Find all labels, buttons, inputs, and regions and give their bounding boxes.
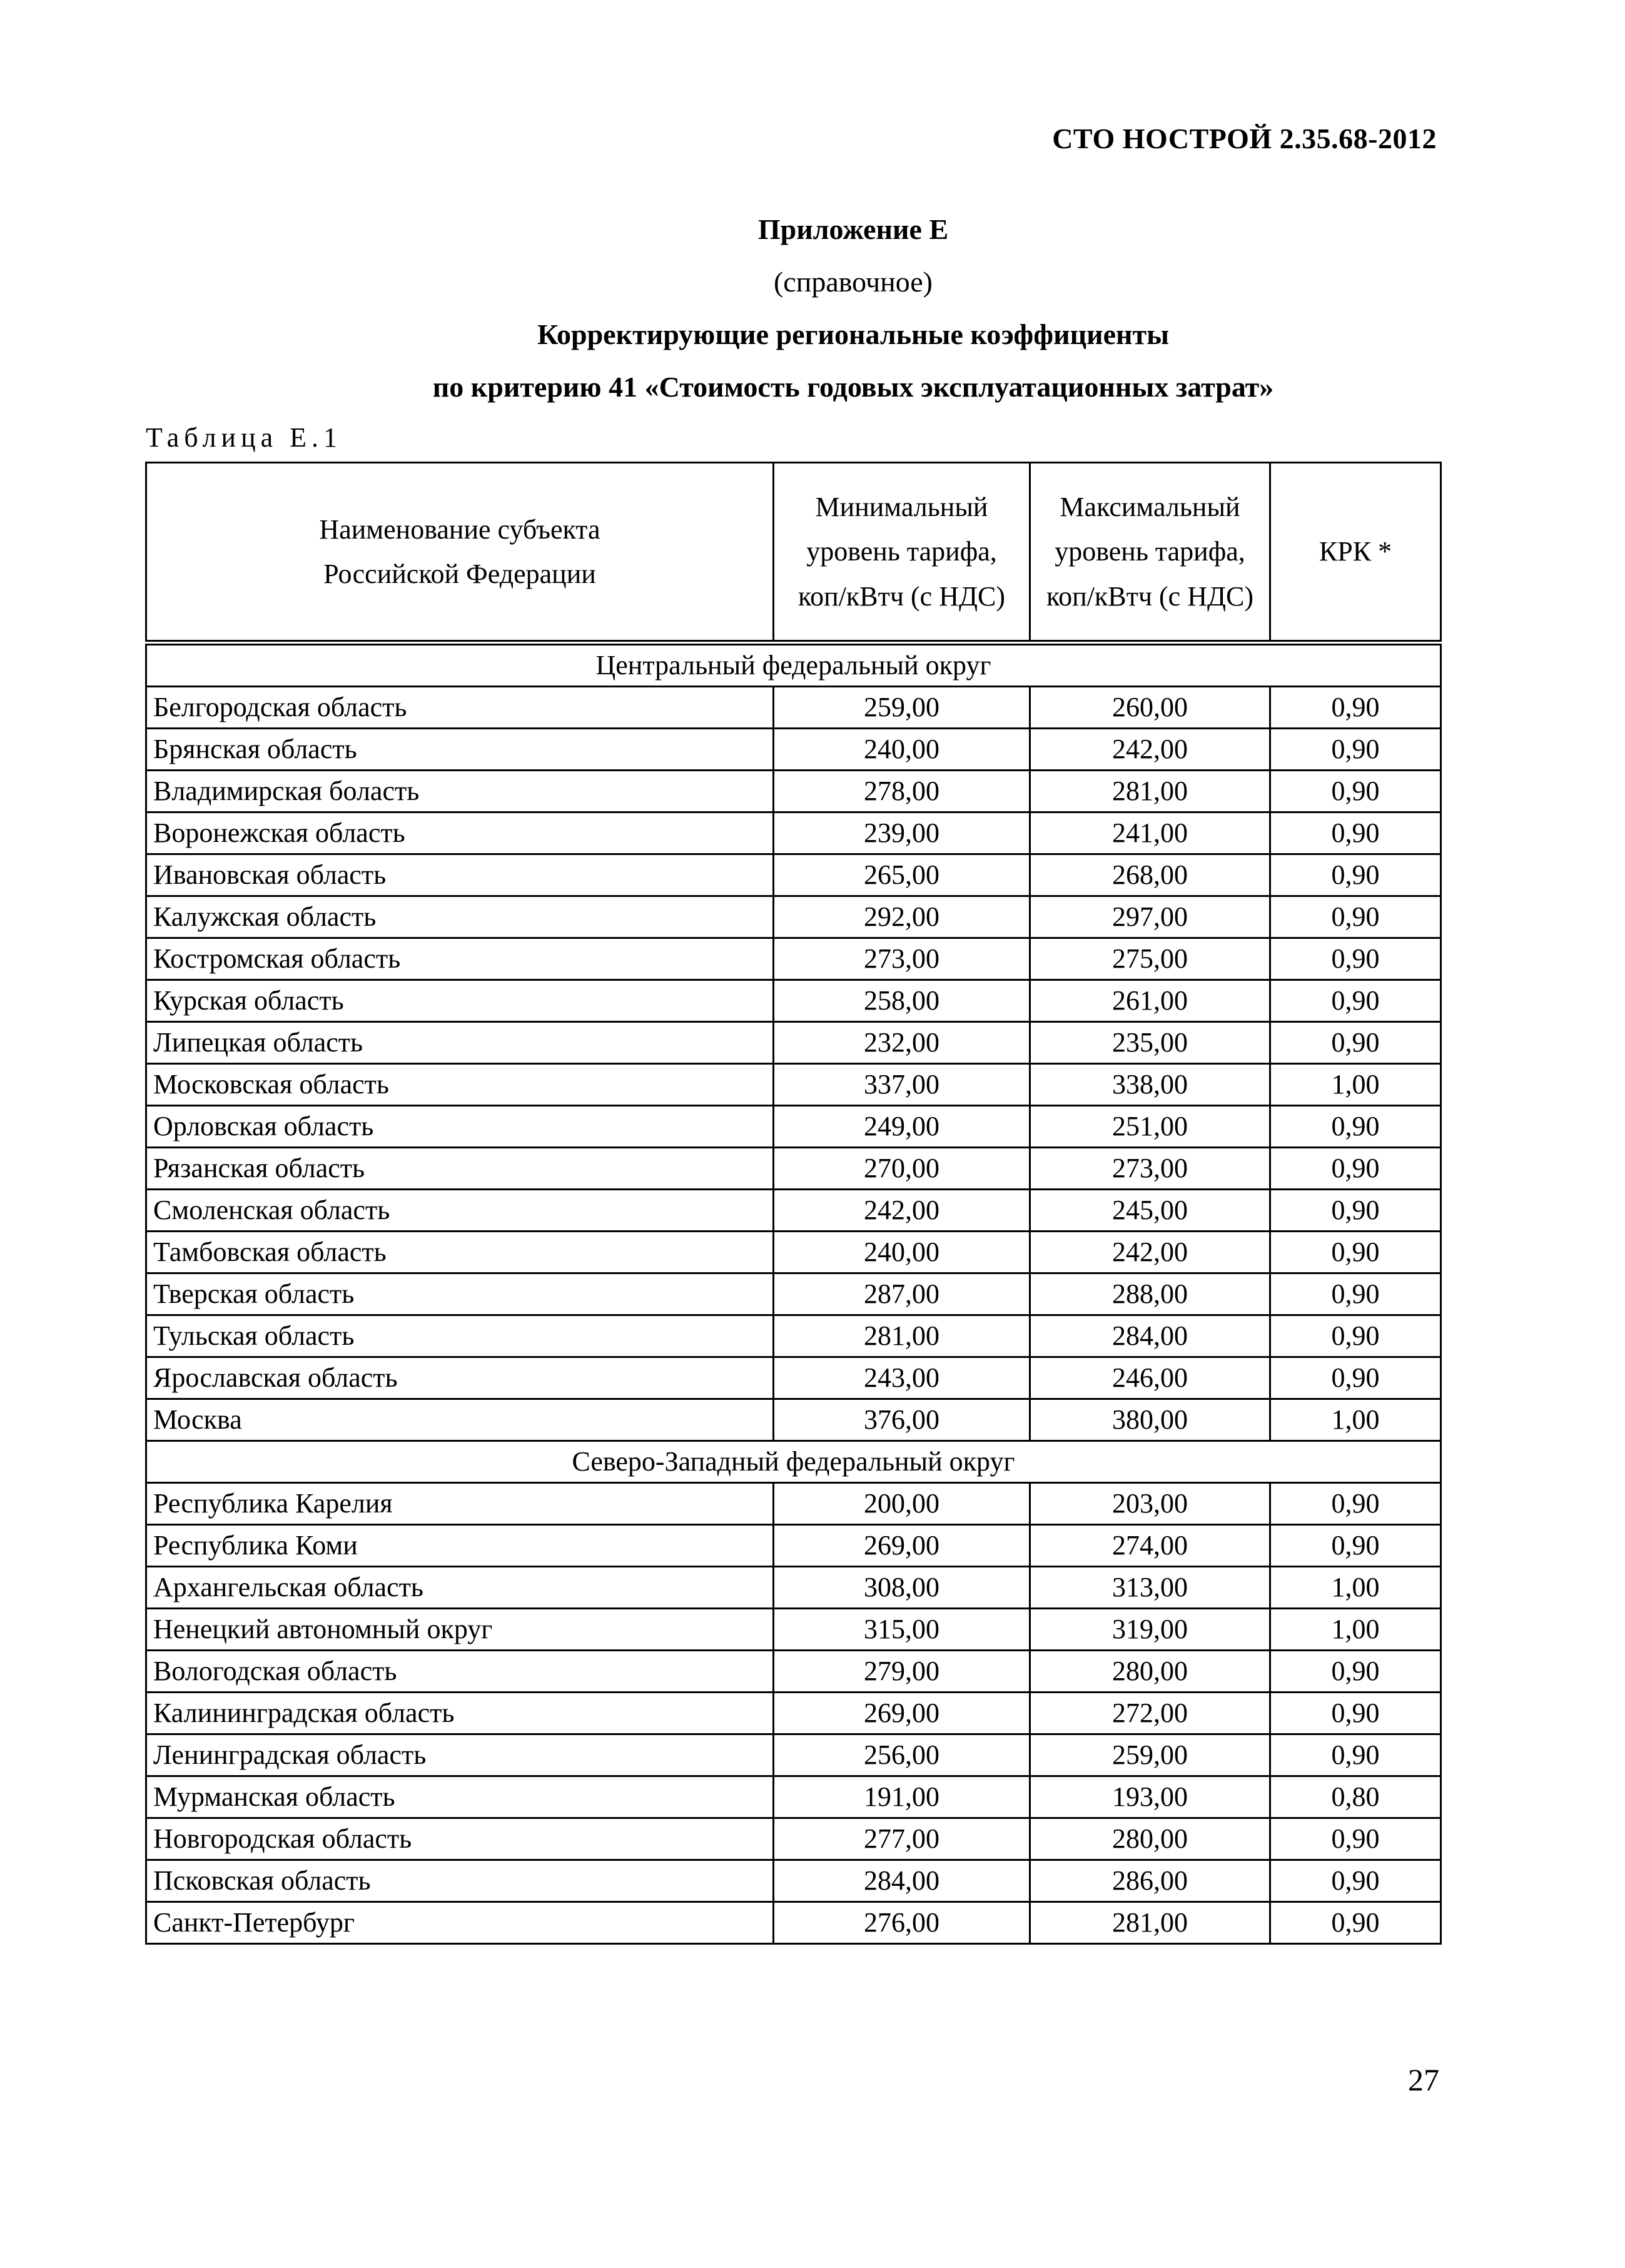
subject-name-cell: Тверская область: [146, 1273, 774, 1315]
subject-name-cell: Орловская область: [146, 1106, 774, 1148]
krk-cell: 0,90: [1270, 1357, 1441, 1399]
min-tariff-cell: 287,00: [774, 1273, 1030, 1315]
subject-name-cell: Тульская область: [146, 1315, 774, 1357]
krk-cell: 0,90: [1270, 1860, 1441, 1902]
min-tariff-cell: 243,00: [774, 1357, 1030, 1399]
min-tariff-cell: 376,00: [774, 1399, 1030, 1441]
krk-cell: 0,90: [1270, 687, 1441, 729]
subject-name-cell: Тамбовская область: [146, 1232, 774, 1273]
krk-cell: 0,90: [1270, 1818, 1441, 1860]
subject-name-cell: Новгородская область: [146, 1818, 774, 1860]
max-tariff-cell: 280,00: [1030, 1818, 1270, 1860]
appendix-heading-line-1: Корректирующие региональные коэффициенты: [537, 318, 1170, 350]
min-tariff-cell: 337,00: [774, 1064, 1030, 1106]
column-header-krk: [1270, 463, 1441, 643]
subject-name-cell: Мурманская область: [146, 1776, 774, 1818]
table-row: [146, 1860, 1441, 1902]
max-tariff-cell: 203,00: [1030, 1483, 1270, 1525]
max-tariff-cell: 281,00: [1030, 771, 1270, 813]
max-tariff-cell: 288,00: [1030, 1273, 1270, 1315]
subject-name-cell: Москва: [146, 1399, 774, 1441]
max-tariff-cell: 251,00: [1030, 1106, 1270, 1148]
krk-cell: 1,00: [1270, 1399, 1441, 1441]
min-tariff-cell: 278,00: [774, 771, 1030, 813]
min-tariff-cell: 284,00: [774, 1860, 1030, 1902]
table-row: [146, 1525, 1441, 1567]
krk-cell: 1,00: [1270, 1609, 1441, 1651]
min-tariff-cell: 292,00: [774, 896, 1030, 938]
table-row: [146, 1651, 1441, 1693]
column-header-max-tariff-text: Максимальный уровень тарифа, коп/кВтч (с НДС): [1046, 492, 1253, 612]
section-title: Центральный федеральный округ: [146, 643, 1441, 687]
krk-cell: 0,90: [1270, 1902, 1441, 1944]
subject-name-cell: Рязанская область: [146, 1148, 774, 1190]
max-tariff-cell: 338,00: [1030, 1064, 1270, 1106]
max-tariff-cell: 259,00: [1030, 1734, 1270, 1776]
table-row: [146, 1273, 1441, 1315]
min-tariff-cell: 239,00: [774, 813, 1030, 854]
krk-cell: 0,90: [1270, 813, 1441, 854]
min-tariff-cell: 259,00: [774, 687, 1030, 729]
min-tariff-cell: 277,00: [774, 1818, 1030, 1860]
max-tariff-cell: 313,00: [1030, 1567, 1270, 1609]
table-label: Таблица Е.1: [146, 422, 343, 453]
krk-cell: 0,90: [1270, 1273, 1441, 1315]
subject-name-cell: Республика Коми: [146, 1525, 774, 1567]
min-tariff-cell: 191,00: [774, 1776, 1030, 1818]
tariff-table: [145, 462, 1442, 1945]
table-row: [146, 938, 1441, 980]
max-tariff-cell: 280,00: [1030, 1651, 1270, 1693]
krk-cell: 0,90: [1270, 771, 1441, 813]
max-tariff-cell: 274,00: [1030, 1525, 1270, 1567]
table-row: [146, 1357, 1441, 1399]
subject-name-cell: Калининградская область: [146, 1693, 774, 1734]
subject-name-cell: Курская область: [146, 980, 774, 1022]
section-row: [146, 643, 1441, 687]
max-tariff-cell: 272,00: [1030, 1693, 1270, 1734]
table-row: [146, 1148, 1441, 1190]
section-title: Северо-Западный федеральный округ: [146, 1441, 1441, 1483]
table-row: [146, 980, 1441, 1022]
max-tariff-cell: 261,00: [1030, 980, 1270, 1022]
appendix-heading-line-2: по критерию 41 «Стоимость годовых эксплуатационных затрат»: [432, 371, 1274, 403]
table-row: [146, 1232, 1441, 1273]
table-row: [146, 771, 1441, 813]
krk-cell: 1,00: [1270, 1064, 1441, 1106]
appendix-title: Приложение Е: [757, 213, 949, 245]
table-row: [146, 1902, 1441, 1944]
min-tariff-cell: 258,00: [774, 980, 1030, 1022]
krk-cell: 0,90: [1270, 1190, 1441, 1232]
max-tariff-cell: 380,00: [1030, 1399, 1270, 1441]
subject-name-cell: Московская область: [146, 1064, 774, 1106]
subject-name-cell: Калужская область: [146, 896, 774, 938]
krk-cell: 1,00: [1270, 1567, 1441, 1609]
table-row: [146, 1483, 1441, 1525]
max-tariff-cell: 284,00: [1030, 1315, 1270, 1357]
min-tariff-cell: 276,00: [774, 1902, 1030, 1944]
appendix-type: (справочное): [773, 266, 933, 298]
max-tariff-cell: 319,00: [1030, 1609, 1270, 1651]
krk-cell: 0,90: [1270, 1148, 1441, 1190]
max-tariff-cell: 245,00: [1030, 1190, 1270, 1232]
page-number: 27: [1408, 2062, 1439, 2097]
krk-cell: 0,90: [1270, 980, 1441, 1022]
subject-name-cell: Псковская область: [146, 1860, 774, 1902]
krk-cell: 0,90: [1270, 729, 1441, 771]
min-tariff-cell: 242,00: [774, 1190, 1030, 1232]
subject-name-cell: Брянская область: [146, 729, 774, 771]
min-tariff-cell: 279,00: [774, 1651, 1030, 1693]
min-tariff-cell: 281,00: [774, 1315, 1030, 1357]
table-row: [146, 729, 1441, 771]
column-header-krk-text: КРК *: [1319, 536, 1392, 567]
table-row: [146, 896, 1441, 938]
subject-name-cell: Владимирская боласть: [146, 771, 774, 813]
min-tariff-cell: 240,00: [774, 729, 1030, 771]
krk-cell: 0,90: [1270, 1315, 1441, 1357]
min-tariff-cell: 273,00: [774, 938, 1030, 980]
column-header-max-tariff: [1030, 463, 1270, 643]
max-tariff-cell: 275,00: [1030, 938, 1270, 980]
table-row: [146, 854, 1441, 896]
max-tariff-cell: 260,00: [1030, 687, 1270, 729]
krk-cell: 0,90: [1270, 938, 1441, 980]
column-header-subject: [146, 463, 774, 643]
max-tariff-cell: 241,00: [1030, 813, 1270, 854]
table-body: [146, 643, 1441, 1944]
table-header-row: [146, 463, 1441, 643]
krk-cell: 0,90: [1270, 1693, 1441, 1734]
table-row: [146, 1064, 1441, 1106]
min-tariff-cell: 265,00: [774, 854, 1030, 896]
krk-cell: 0,90: [1270, 1232, 1441, 1273]
min-tariff-cell: 256,00: [774, 1734, 1030, 1776]
table-row: [146, 813, 1441, 854]
column-header-min-tariff: [774, 463, 1030, 643]
document-code: СТО НОСТРОЙ 2.35.68-2012: [1052, 123, 1437, 154]
subject-name-cell: Ненецкий автономный округ: [146, 1609, 774, 1651]
subject-name-cell: Костромская область: [146, 938, 774, 980]
table-row: [146, 1022, 1441, 1064]
table-row: [146, 1399, 1441, 1441]
subject-name-cell: Архангельская область: [146, 1567, 774, 1609]
min-tariff-cell: 270,00: [774, 1148, 1030, 1190]
min-tariff-cell: 315,00: [774, 1609, 1030, 1651]
min-tariff-cell: 249,00: [774, 1106, 1030, 1148]
max-tariff-cell: 268,00: [1030, 854, 1270, 896]
column-header-min-tariff-text: Минимальный уровень тарифа, коп/кВтч (с НДС): [798, 492, 1005, 612]
krk-cell: 0,90: [1270, 1525, 1441, 1567]
table-row: [146, 1776, 1441, 1818]
subject-name-cell: Липецкая область: [146, 1022, 774, 1064]
krk-cell: 0,90: [1270, 1022, 1441, 1064]
subject-name-cell: Ярославская область: [146, 1357, 774, 1399]
min-tariff-cell: 269,00: [774, 1693, 1030, 1734]
max-tariff-cell: 242,00: [1030, 729, 1270, 771]
table-row: [146, 1106, 1441, 1148]
table-row: [146, 1693, 1441, 1734]
max-tariff-cell: 246,00: [1030, 1357, 1270, 1399]
krk-cell: 0,90: [1270, 1106, 1441, 1148]
subject-name-cell: Смоленская область: [146, 1190, 774, 1232]
section-row: [146, 1441, 1441, 1483]
max-tariff-cell: 281,00: [1030, 1902, 1270, 1944]
max-tariff-cell: 242,00: [1030, 1232, 1270, 1273]
krk-cell: 0,90: [1270, 1483, 1441, 1525]
krk-cell: 0,90: [1270, 854, 1441, 896]
table-row: [146, 687, 1441, 729]
table-row: [146, 1190, 1441, 1232]
subject-name-cell: Санкт-Петербург: [146, 1902, 774, 1944]
min-tariff-cell: 269,00: [774, 1525, 1030, 1567]
min-tariff-cell: 200,00: [774, 1483, 1030, 1525]
subject-name-cell: Воронежская область: [146, 813, 774, 854]
max-tariff-cell: 193,00: [1030, 1776, 1270, 1818]
krk-cell: 0,90: [1270, 896, 1441, 938]
krk-cell: 0,90: [1270, 1734, 1441, 1776]
max-tariff-cell: 286,00: [1030, 1860, 1270, 1902]
table-row: [146, 1315, 1441, 1357]
max-tariff-cell: 235,00: [1030, 1022, 1270, 1064]
subject-name-cell: Ивановская область: [146, 854, 774, 896]
max-tariff-cell: 273,00: [1030, 1148, 1270, 1190]
table-row: [146, 1734, 1441, 1776]
subject-name-cell: Ленинградская область: [146, 1734, 774, 1776]
subject-name-cell: Белгородская область: [146, 687, 774, 729]
krk-cell: 0,80: [1270, 1776, 1441, 1818]
max-tariff-cell: 297,00: [1030, 896, 1270, 938]
min-tariff-cell: 232,00: [774, 1022, 1030, 1064]
table-row: [146, 1609, 1441, 1651]
min-tariff-cell: 240,00: [774, 1232, 1030, 1273]
table-row: [146, 1567, 1441, 1609]
krk-cell: 0,90: [1270, 1651, 1441, 1693]
subject-name-cell: Вологодская область: [146, 1651, 774, 1693]
column-header-subject-text: Наименование субъекта Российской Федерации: [319, 514, 600, 589]
min-tariff-cell: 308,00: [774, 1567, 1030, 1609]
subject-name-cell: Республика Карелия: [146, 1483, 774, 1525]
table-row: [146, 1818, 1441, 1860]
